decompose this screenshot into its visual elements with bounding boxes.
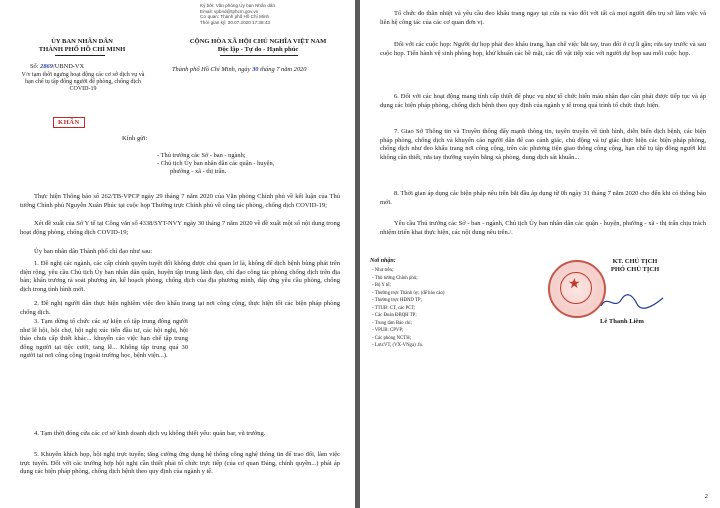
body-paragraph: 4. Tạm thời đóng cửa các cơ sở kinh doanh dịch vụ không thiết yếu: quán bar, vũ trường. <box>34 430 266 437</box>
distribution-item: - TTUB: CT, các PCT; <box>372 305 416 311</box>
recipient-line: phường - xã - thị trấn. <box>170 168 227 175</box>
page-number: 2 <box>704 493 708 500</box>
recipient-line: - Thủ trưởng các Sở - ban - ngành; <box>157 152 246 159</box>
body-paragraph: 7. Giao Sở Thông tin và Truyền thông đẩy mạnh thông tin, tuyên truyền về tình hình, diễn biến dịch bệnh, các biện pháp phòng, chống dịch và khuyến cáo người dân để cao cảnh giác, chủ động và tự giác thực hiện các biện pháp phòng, chống dịch như đeo khẩu trang nơi công cộng, trên các phương tiện giao thông công cộng, hạn chế tụ tập đông người khi không cần thiết, rửa tay thường xuyên bằng xà phòng, dung dịch sát khuẩn... <box>380 128 706 161</box>
distribution-item: - Các phòng NCTH; <box>372 335 412 341</box>
urgency-stamp: KHẨN <box>53 117 85 128</box>
distribution-item: - Như trên; <box>372 268 394 273</box>
doc-number-value: 2869 <box>40 63 53 70</box>
distribution-list <box>372 267 532 350</box>
digital-signature-line: Ký bởi: Văn phòng Ủy ban Nhân dân <box>200 3 276 8</box>
digital-signature-info <box>200 3 350 25</box>
signature-title: PHÓ CHỦ TỊCH <box>610 266 660 273</box>
digital-signature-line: Thời gian ký: 30.07.2020 17:38:43 <box>200 19 270 25</box>
document-page-1 <box>0 0 355 508</box>
motto-underline <box>220 55 298 56</box>
distribution-item: - Thường trực HĐND TP; <box>372 298 422 303</box>
distribution-item: - Lưu:VT, (VX-VNga) .fo. <box>372 343 424 348</box>
signer-name: Lê Thanh Liêm <box>600 318 644 325</box>
document-page-2 <box>360 0 720 508</box>
doc-number-suffix: /UBND-VX <box>52 63 85 70</box>
issuing-agency-line1: ỦY BAN NHÂN DÂN <box>51 38 113 45</box>
body-paragraph: Ủy ban nhân dân Thành phố chỉ đạo như sau: <box>34 248 153 255</box>
handwritten-signature <box>597 292 667 312</box>
national-title: CỘNG HÒA XÃ HỘI CHỦ NGHĨA VIỆT NAM <box>189 38 327 45</box>
digital-signature-line: Cơ quan: Thành phố Hồ Chí Minh <box>200 14 270 20</box>
place-and-date <box>172 66 306 73</box>
place-date-day: 30 <box>252 66 259 73</box>
place-date-suffix: tháng 7 năm 2020 <box>260 66 307 73</box>
seal-star-icon: ★ <box>568 277 581 292</box>
agency-underline <box>55 55 105 56</box>
body-paragraph: 6. Đối với các hoạt động mang tính cấp thiết để phục vụ như tổ chức hiến máu nhân đạo cần phải được tiếp tục và áp dụng các biện pháp phòng, chống dịch bệnh theo quy định của ngành y tế trong quá trình tổ chức thực hiện. <box>380 93 706 109</box>
body-paragraph: Yêu cầu Thủ trưởng các Sở - ban - ngành, Chủ tịch Ủy ban nhân dân các quận - huyện, phường - xã - thị trấn chịu trách nhiệm triển khai thực hiện, các nội dung nêu trên./. <box>380 220 706 236</box>
recipients-greeting: Kính gửi: <box>122 135 148 142</box>
body-paragraph: Đối với các cuộc họp: Người dự họp phải đeo khẩu trang, hạn chế việc bắt tay, trao đổi ở cự li gần; rửa tay trước và sau cuộc họp. Tiến hành vệ sinh phòng họp, khử khuẩn các bề mặt, các đồ vật tiếp xúc với người dự họp sau mỗi cuộc họp. <box>380 41 706 57</box>
national-motto: Độc lập - Tự do - Hạnh phúc <box>217 46 299 53</box>
distribution-heading: Nơi nhận: <box>370 258 396 264</box>
digital-signature-line: Email: vpbnd@tphcm.gov.vn <box>200 8 259 14</box>
body-paragraph: Xét đề xuất của Sở Y tế tại Công văn số 4338/SYT-NVY ngày 30 tháng 7 năm 2020 về đề xuất một số nội dung trong hoạt động phòng, chống dịch COVID-19; <box>20 220 340 236</box>
body-paragraph: 1. Đề nghị các ngành, các cấp chính quyền tuyệt đối không được chủ quan lơ là, không để dịch bệnh bùng phát trên diện rộng, yêu cầu Chủ tịch Ủy ban nhân dân quận, huyện tập trung lãnh đạo, chỉ đạo công tác phòng chống dịch trên địa bàn; khẩn trương rà soát phương án, kế hoạch phòng, chống dịch của địa phương mình, đáp ứng yêu cầu phòng, chống dịch trong tình hình mới. <box>20 260 340 293</box>
doc-number-prefix: Số: <box>30 63 39 70</box>
document-number <box>30 63 84 70</box>
distribution-item: - Trung tâm Báo chí; <box>372 320 412 326</box>
body-paragraph: 8. Thời gian áp dụng các biện pháp nêu trên bắt đầu áp dụng từ 0h ngày 31 tháng 7 năm 2020 cho đến khi có thông báo mới. <box>380 190 706 206</box>
distribution-item: - VPUB: CPVP; <box>372 328 404 333</box>
document-subject: V/v tạm thời ngưng hoạt động các cơ sở dịch vụ và hạn chế tụ tập đông người để phòng, chống dịch COVID-19 <box>21 72 145 93</box>
issuing-agency-line2: THÀNH PHỐ HỒ CHÍ MINH <box>38 46 126 53</box>
distribution-item: - Thường trực Thành ủy; (để báo cáo) <box>372 290 445 296</box>
body-paragraph: 3. Tạm dừng tổ chức các sự kiện có tập trung đông người như lễ hội, hội chợ, hội nghị xúc tiến đầu tư, các hội nghị, hội thảo chưa cấp thiết khác... khuyến cáo việc hạn chế tập trung đông người tại tiệc cưới, tang lễ... Không tập trung quá 30 người tại nơi công cộng (ngoài trường học, bệnh viện...). <box>20 318 188 360</box>
recipient-line: - Chủ tịch Ủy ban nhân dân các quận - huyện, <box>157 160 275 167</box>
body-paragraph: 2. Đề nghị người dân thực hiện nghiêm việc đeo khẩu trang tại nơi công cộng, thực hiện tốt các biện pháp phòng chống dịch. <box>20 300 340 316</box>
place-date-prefix: Thành phố Hồ Chí Minh, ngày <box>172 66 251 73</box>
distribution-item: - Thủ tướng Chính phủ; <box>372 275 418 281</box>
signature-authority: KT. CHỦ TỊCH <box>612 258 658 265</box>
body-paragraph: Tổ chức đo thân nhiệt và yêu cầu đeo khẩu trang ngay tại cửa ra vào đối với tất cả mọi người đến trụ sở làm việc và liên hệ công tác của các cơ quan đơn vị. <box>380 10 706 26</box>
distribution-item: - Bộ Y tế; <box>372 283 391 288</box>
body-paragraph: 5. Khuyến khích họp, hội nghị trực tuyến; tăng cường ứng dụng hệ thống công nghệ thông tin để trao đổi, làm việc trực tuyến. Đối với các trường hợp hội nghị cần thiết phải tổ chức trực tiếp (của cơ quan Đảng, chính quyền...) phải áp dụng các biện pháp phòng, chống dịch bệnh theo quy định của ngành y tế. <box>20 451 340 476</box>
body-paragraph: Thực hiện Thông báo số 262/TB-VPCP ngày 29 tháng 7 năm 2020 của Văn phòng Chính phủ về kết luận của Thủ tướng Chính phủ Nguyễn Xuân Phúc tại cuộc họp Thường trực Chính phủ về công tác phòng, chống dịch COVID-19; <box>20 193 340 209</box>
distribution-item: - Các Đoàn ĐBQH TP; <box>372 313 417 318</box>
signature-block <box>565 258 705 274</box>
